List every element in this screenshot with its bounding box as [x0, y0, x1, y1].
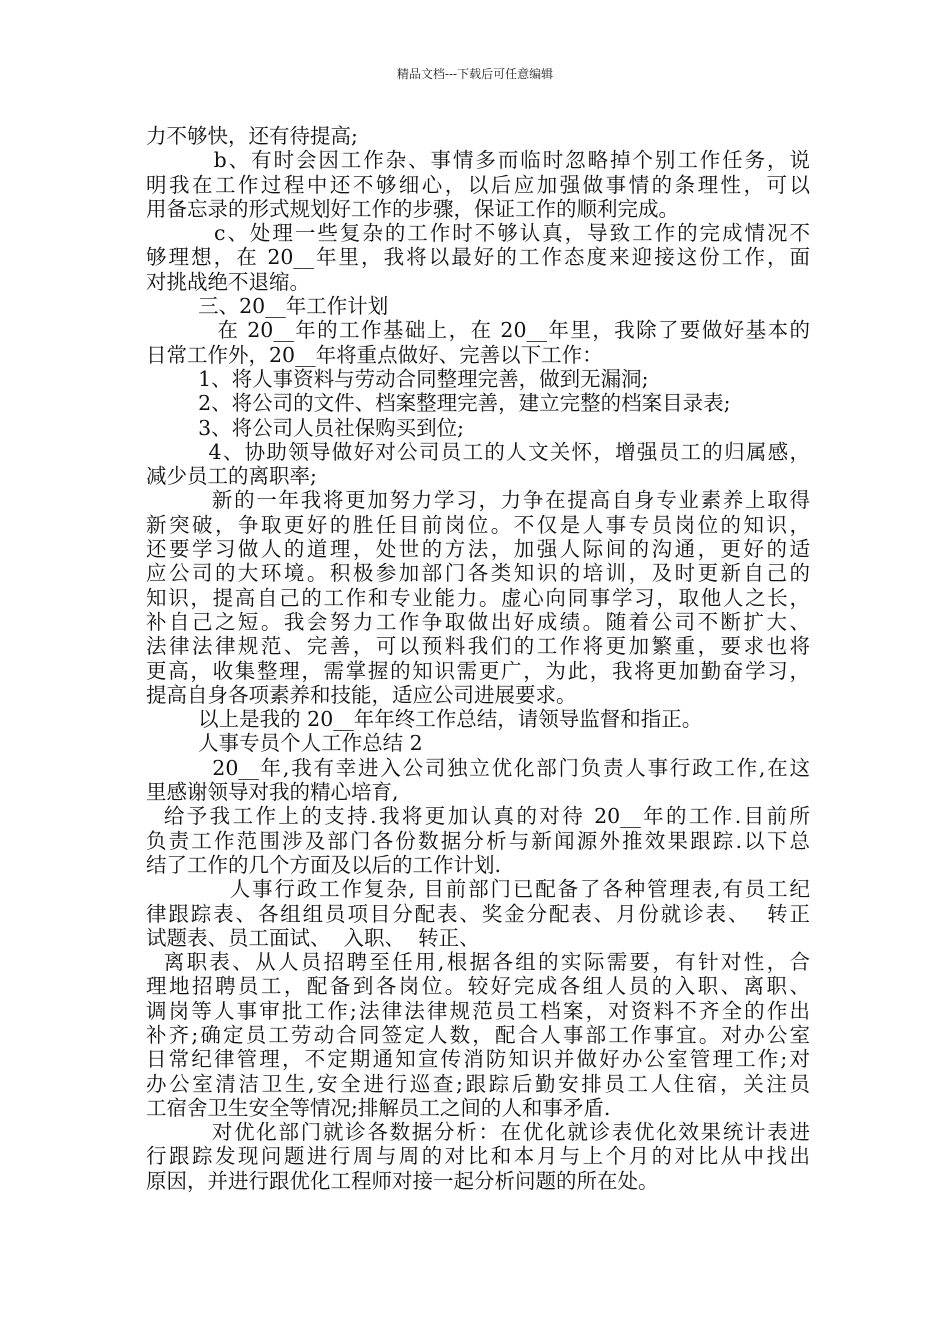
text-line: 应公司的大环境。积极参加部门各类知识的培训，及时更新自己的 — [146, 561, 810, 586]
text-line: 在 20__年的工作基础上，在 20__年里，我除了要做好基本的 — [146, 318, 810, 343]
text-line: 还要学习做人的道理，处世的方法，加强人际间的沟通，更好的适 — [146, 537, 810, 562]
text-line: 以上是我的 20__年年终工作总结，请领导监督和指正。 — [146, 707, 703, 732]
text-line: 日常工作外，20__年将重点做好、完善以下工作： — [146, 342, 603, 367]
text-line: 用备忘录的形式规划好工作的步骤，保证工作的顺利完成。 — [146, 196, 679, 221]
text-line: 20__年,我有幸进入公司独立优化部门负责人事行政工作,在这 — [146, 755, 810, 780]
text-line: 新突破，争取更好的胜任目前岗位。不仅是人事专员岗位的知识， — [146, 512, 810, 537]
text-line: 原因，并进行跟优化工程师对接一起分析问题的所在处。 — [146, 1168, 659, 1193]
text-line: b、有时会因工作杂、事情多而临时忽略掉个别工作任务，说 — [146, 148, 810, 173]
text-line: 日常纪律管理，不定期通知宣传消防知识并做好办公室管理工作;对 — [146, 1047, 810, 1072]
text-line: 4、协助领导做好对公司员工的人文关怀，增强员工的归属感， — [146, 439, 810, 464]
text-line: 法律法律规范、完善，可以预料我们的工作将更加繁重，要求也将 — [146, 634, 810, 659]
text-line: 力不够快，还有待提高; — [146, 124, 358, 148]
text-line: 更高，收集整理，需掌握的知识需更广，为此，我将更加勤奋学习， — [146, 658, 810, 683]
text-line: 律跟踪表、各组组员项目分配表、奖金分配表、月份就诊表、 转正 — [146, 901, 810, 926]
text-line: 结了工作的几个方面及以后的工作计划. — [146, 852, 502, 877]
text-line: 3、将公司人员社保购买到位; — [146, 415, 465, 440]
text-line: 人事专员个人工作总结 2 — [146, 731, 423, 756]
text-line: 知识，提高自己的工作和专业能力。虚心向同事学习，取他人之长， — [146, 585, 810, 610]
text-line: 对优化部门就诊各数据分析：在优化就诊表优化效果统计表进 — [146, 1120, 810, 1145]
text-line: 够理想，在 20__年里，我将以最好的工作态度来迎接这份工作，面 — [146, 245, 810, 270]
document-body — [146, 124, 810, 1193]
text-line: 办公室清洁卫生,安全进行巡查;跟踪后勤安排员工人住宿，关注员 — [146, 1071, 810, 1096]
text-line: c、处理一些复杂的工作时不够认真，导致工作的完成情况不 — [146, 221, 810, 246]
text-line: 对挑战绝不退缩。 — [146, 269, 310, 294]
page-header: 精品文档---下载后可任意编辑 — [396, 67, 554, 81]
text-line: 提高自身各项素养和技能，适应公司进展要求。 — [146, 682, 577, 707]
text-line: 调岗等人事审批工作;法律法律规范员工档案，对资料不齐全的作出 — [146, 998, 810, 1023]
text-line: 补自己之短。我会努力工作争取做出好成绩。随着公司不断扩大、 — [146, 609, 810, 634]
text-line: 1、将人事资料与劳动合同整理完善，做到无漏洞; — [146, 366, 649, 391]
text-line: 人事行政工作复杂, 目前部门已配备了各种管理表,有员工纪 — [146, 877, 810, 902]
text-line: 明我在工作过程中还不够细心，以后应加强做事情的条理性，可以 — [146, 172, 810, 197]
text-line: 行跟踪发现问题进行周与周的对比和本月与上个月的对比从中找出 — [146, 1144, 810, 1169]
text-line: 里感谢领导对我的精心培育, — [146, 780, 399, 805]
text-line: 工宿舍卫生安全等情况;排解员工之间的人和事矛盾. — [146, 1095, 611, 1120]
text-line: 负责工作范围涉及部门各份数据分析与新闻源外推效果跟踪.以下总 — [146, 828, 810, 853]
text-line: 三、20__年工作计划 — [146, 294, 389, 319]
text-line: 试题表、员工面试、 入职、 转正、 — [146, 925, 480, 950]
text-line: 给予我工作上的支持.我将更加认真的对待 20__年的工作.目前所 — [146, 804, 810, 829]
text-line: 减少员工的离职率; — [146, 464, 317, 489]
text-line: 2、将公司的文件、档案整理完善，建立完整的档案目录表; — [146, 391, 731, 416]
text-line: 理地招聘员工，配备到各岗位。较好完成各组人员的入职、离职、 — [146, 974, 810, 999]
text-line: 离职表、从人员招聘至任用,根据各组的实际需要，有针对性，合 — [146, 950, 810, 975]
text-line: 新的一年我将更加努力学习，力争在提高自身专业素养上取得 — [146, 488, 810, 513]
text-line: 补齐;确定员工劳动合同签定人数，配合人事部工作事宜。对办公室 — [146, 1022, 810, 1047]
